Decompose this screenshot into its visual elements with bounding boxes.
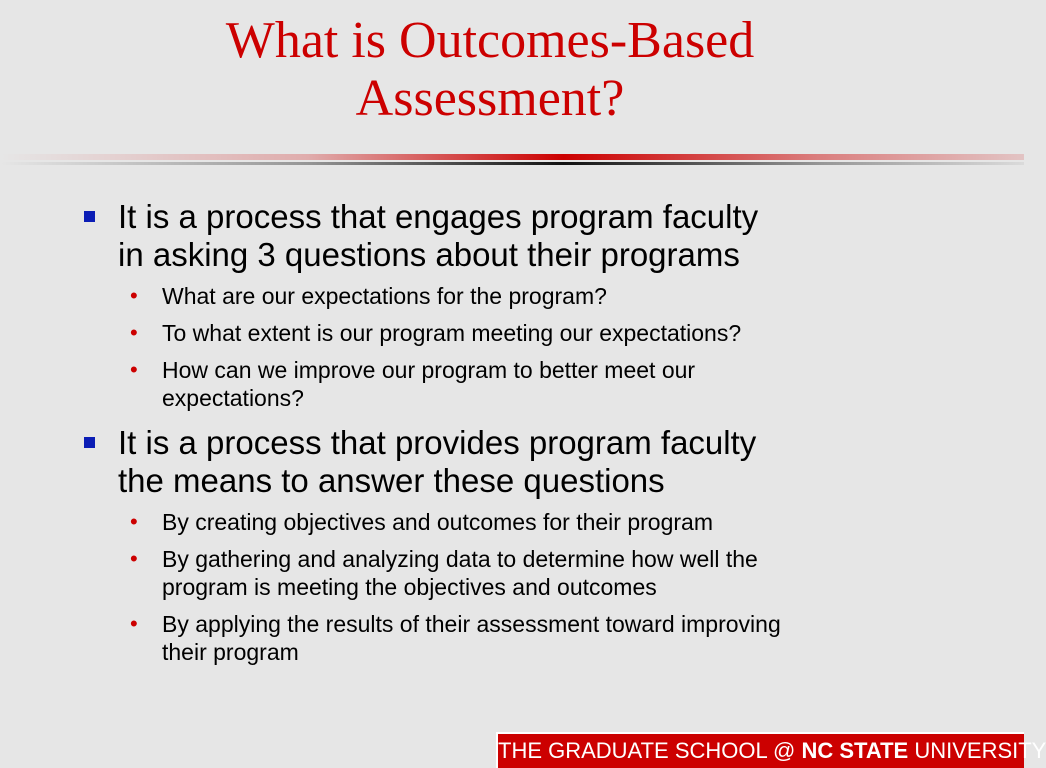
sub-bullet-text: By gathering and analyzing data to determine how well the xyxy=(162,546,758,572)
sub-bullet-text: expectations? xyxy=(162,385,304,411)
sub-bullet-text: their program xyxy=(162,639,299,665)
bullet-item xyxy=(80,424,970,500)
sub-bullet-text: What are our expectations for the program? xyxy=(162,283,607,309)
slide-title-line-2: Assessment? xyxy=(355,70,625,127)
dot-bullet-icon: • xyxy=(130,611,138,636)
square-bullet-icon xyxy=(84,211,95,222)
footer-suffix: UNIVERSITY xyxy=(908,738,1046,763)
dot-bullet-icon: • xyxy=(130,357,138,382)
bullet-text-line: the means to answer these questions xyxy=(118,462,665,499)
divider-black-stripe xyxy=(0,162,1024,165)
divider-red-stripe xyxy=(0,154,1024,160)
bullet-text-line: It is a process that engages program faculty xyxy=(118,198,759,235)
dot-bullet-icon: • xyxy=(130,509,138,534)
dot-bullet-icon: • xyxy=(130,546,138,571)
sub-bullet-item xyxy=(80,508,970,536)
slide-title-line-1: What is Outcomes-Based xyxy=(225,12,755,69)
sub-bullet-text: By creating objectives and outcomes for their program xyxy=(162,509,713,535)
sub-bullet-item xyxy=(80,356,970,412)
slide-content xyxy=(80,198,970,678)
sub-bullet-item xyxy=(80,319,970,347)
sub-bullet-item xyxy=(80,610,970,666)
sub-bullet-text: To what extent is our program meeting our expectations? xyxy=(162,320,742,346)
dot-bullet-icon: • xyxy=(130,320,138,345)
footer-ncstate: NC STATE xyxy=(801,738,909,763)
square-bullet-icon xyxy=(84,437,95,448)
dot-bullet-icon: • xyxy=(130,283,138,308)
sub-bullet-text: program is meeting the objectives and outcomes xyxy=(162,574,657,600)
footer-prefix: THE GRADUATE SCHOOL @ xyxy=(498,738,802,763)
slide-title xyxy=(0,12,980,128)
sub-bullet-item xyxy=(80,282,970,310)
bullet-text-line: in asking 3 questions about their programs xyxy=(118,236,740,273)
title-divider xyxy=(0,150,1024,174)
bullet-item xyxy=(80,198,970,274)
sub-bullet-text: By applying the results of their assessment toward improving xyxy=(162,611,781,637)
bullet-text-line: It is a process that provides program faculty xyxy=(118,424,757,461)
sub-bullet-item xyxy=(80,545,970,601)
sub-bullet-list xyxy=(80,282,970,412)
sub-bullet-text: How can we improve our program to better meet our xyxy=(162,357,696,383)
footer-banner xyxy=(496,732,1046,768)
sub-bullet-list xyxy=(80,508,970,666)
